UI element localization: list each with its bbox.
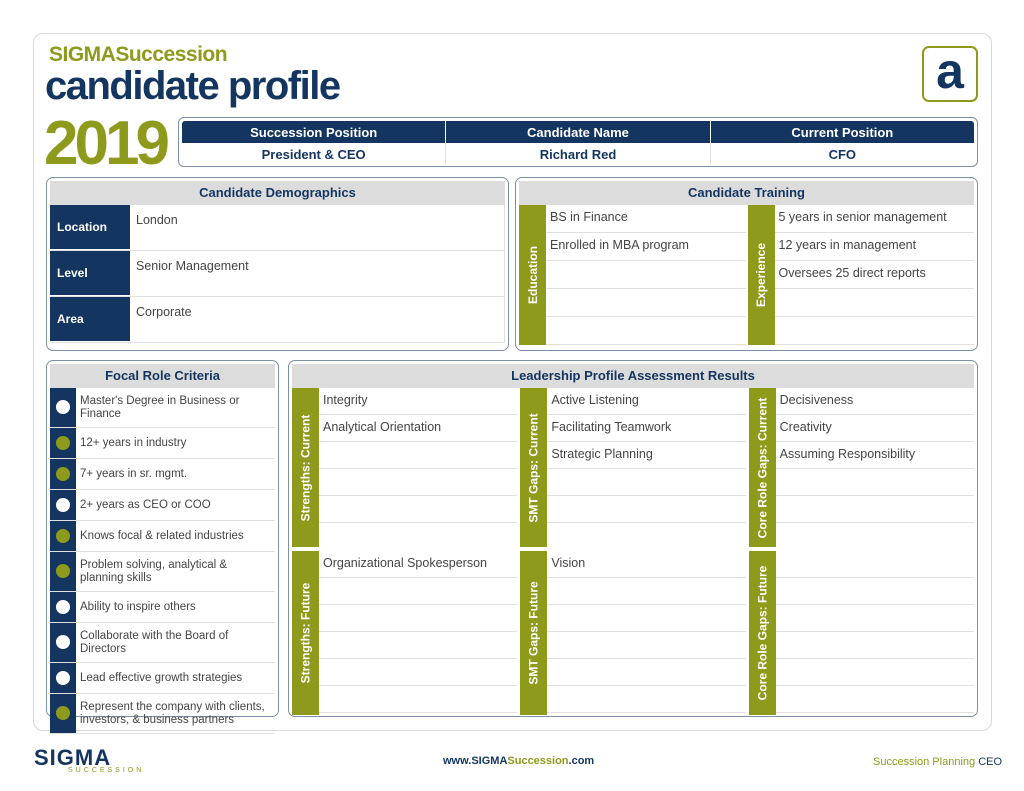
footer-logo-text: SIGMA bbox=[34, 745, 112, 770]
education-item: Enrolled in MBA program bbox=[546, 233, 746, 261]
assessment-items bbox=[776, 551, 974, 715]
criteria-marker bbox=[50, 388, 76, 427]
experience-column bbox=[748, 205, 975, 345]
criteria-row bbox=[50, 459, 275, 490]
criteria-row bbox=[50, 623, 275, 663]
assessment-item: Integrity bbox=[319, 388, 517, 415]
assessment-column bbox=[292, 388, 517, 715]
assessment-item: Decisiveness bbox=[776, 388, 974, 415]
criteria-marker bbox=[50, 694, 76, 733]
assessment-column bbox=[520, 388, 745, 715]
assessment-item bbox=[547, 632, 745, 659]
assessment-item bbox=[319, 605, 517, 632]
criteria-text: Ability to inspire others bbox=[80, 600, 196, 613]
criteria-met-icon bbox=[56, 467, 70, 481]
footer-url-part: www. bbox=[443, 755, 472, 767]
assessment-label-text: Strengths: Future bbox=[298, 582, 313, 684]
demographic-value: Corporate bbox=[130, 297, 505, 342]
criteria-met-icon bbox=[56, 706, 70, 720]
summary-value: Richard Red bbox=[445, 143, 709, 165]
assessment-item bbox=[547, 496, 745, 523]
assessment-items bbox=[319, 388, 517, 547]
criteria-marker bbox=[50, 521, 76, 551]
assessment-item bbox=[776, 469, 974, 496]
assessment-label-text: SMT Gaps: Current bbox=[526, 412, 541, 523]
summary-header: Current Position bbox=[710, 121, 974, 143]
page-title: candidate profile bbox=[45, 64, 340, 108]
criteria-text: 2+ years as CEO or COO bbox=[80, 498, 211, 511]
criteria-text: 7+ years in sr. mgmt. bbox=[80, 467, 188, 480]
criteria-text: Collaborate with the Board of Directors bbox=[80, 629, 229, 655]
assessment-label bbox=[292, 551, 319, 715]
criteria-marker bbox=[50, 428, 76, 458]
demographic-row bbox=[50, 297, 505, 343]
criteria-unmet-icon bbox=[56, 671, 70, 685]
criteria-text: Lead effective growth strategies bbox=[80, 671, 243, 684]
assessment-block-future bbox=[292, 551, 517, 715]
experience-item bbox=[775, 289, 975, 317]
criteria-unmet-icon bbox=[56, 498, 70, 512]
brand-part-succession: Succession bbox=[115, 43, 228, 66]
training-title: Candidate Training bbox=[519, 181, 974, 205]
leadership-title: Leadership Profile Assessment Results bbox=[292, 364, 974, 388]
assessment-item bbox=[319, 686, 517, 713]
assessment-label bbox=[520, 388, 547, 547]
footer-caption-part: Succession Planning bbox=[873, 756, 979, 768]
criteria-row bbox=[50, 694, 275, 734]
footer-caption bbox=[873, 756, 1002, 768]
criteria-met-icon bbox=[56, 529, 70, 543]
summary-value-row bbox=[182, 143, 974, 165]
criteria-met-icon bbox=[56, 436, 70, 450]
assessment-item bbox=[319, 496, 517, 523]
training-panel bbox=[515, 177, 978, 351]
demographic-row bbox=[50, 251, 505, 297]
assessment-item bbox=[776, 686, 974, 713]
assessment-item bbox=[547, 605, 745, 632]
criteria-marker bbox=[50, 459, 76, 489]
assessment-item: Strategic Planning bbox=[547, 442, 745, 469]
assessment-label bbox=[749, 388, 776, 547]
assessment-item bbox=[776, 578, 974, 605]
assessment-item bbox=[776, 659, 974, 686]
footer-url-part: Succession bbox=[507, 755, 569, 767]
demographic-row bbox=[50, 205, 505, 251]
assessment-item bbox=[319, 442, 517, 469]
education-column bbox=[519, 205, 746, 345]
assessment-label bbox=[749, 551, 776, 715]
footer-logo bbox=[34, 745, 144, 774]
footer-url[interactable] bbox=[443, 755, 594, 767]
summary-header-row bbox=[182, 121, 974, 143]
assessment-label-text: SMT Gaps: Future bbox=[526, 581, 541, 685]
footer-logo-sub: SUCCESSION bbox=[68, 767, 145, 774]
assessment-item bbox=[547, 578, 745, 605]
experience-label: Experience bbox=[748, 205, 775, 345]
demographic-label: Level bbox=[50, 251, 130, 296]
demographics-panel bbox=[46, 177, 509, 351]
assessment-item: Active Listening bbox=[547, 388, 745, 415]
criteria-row bbox=[50, 521, 275, 552]
demographic-value: Senior Management bbox=[130, 251, 505, 296]
assessment-items bbox=[547, 388, 745, 547]
assessment-item bbox=[319, 469, 517, 496]
assessment-block-current bbox=[749, 388, 974, 547]
footer-url-part: .com bbox=[568, 755, 595, 767]
criteria-unmet-icon bbox=[56, 400, 70, 414]
assessment-item: Creativity bbox=[776, 415, 974, 442]
assessment-item bbox=[776, 605, 974, 632]
assessment-items bbox=[547, 551, 745, 715]
footer-caption-part: CEO bbox=[978, 756, 1003, 768]
assessment-label bbox=[292, 388, 319, 547]
education-item: BS in Finance bbox=[546, 205, 746, 233]
criteria-text: Master's Degree in Business or Finance bbox=[80, 394, 240, 420]
focal-title: Focal Role Criteria bbox=[50, 364, 275, 388]
summary-value: CFO bbox=[710, 143, 974, 165]
experience-item: 5 years in senior management bbox=[775, 205, 975, 233]
criteria-marker bbox=[50, 552, 76, 591]
criteria-marker bbox=[50, 490, 76, 520]
assessment-block-current bbox=[520, 388, 745, 547]
assessment-label-text: Core Role Gaps: Current bbox=[755, 397, 770, 538]
assessment-item: Facilitating Teamwork bbox=[547, 415, 745, 442]
criteria-unmet-icon bbox=[56, 600, 70, 614]
assessment-item bbox=[547, 469, 745, 496]
summary-header: Candidate Name bbox=[445, 121, 709, 143]
criteria-marker bbox=[50, 623, 76, 662]
criteria-unmet-icon bbox=[56, 635, 70, 649]
demographic-label: Area bbox=[50, 297, 130, 342]
assessment-label-text: Core Role Gaps: Future bbox=[755, 565, 770, 701]
brand-part-sigma: SIGMA bbox=[49, 43, 116, 66]
assessment-item bbox=[776, 496, 974, 523]
assessment-item: Vision bbox=[547, 551, 745, 578]
summary-value: President & CEO bbox=[261, 146, 366, 162]
assessment-block-future bbox=[520, 551, 745, 715]
criteria-marker bbox=[50, 592, 76, 622]
app-logo-icon: a bbox=[922, 46, 978, 102]
experience-item: 12 years in management bbox=[775, 233, 975, 261]
assessment-item bbox=[776, 551, 974, 578]
assessment-item bbox=[776, 632, 974, 659]
assessment-item bbox=[319, 578, 517, 605]
demographic-label: Location bbox=[50, 205, 130, 250]
assessment-label-text: Strengths: Current bbox=[298, 414, 313, 521]
education-label: Education bbox=[519, 205, 546, 345]
summary-header: Succession Position bbox=[250, 124, 378, 140]
demographic-value: London bbox=[130, 205, 505, 250]
education-item bbox=[546, 261, 746, 289]
assessment-item bbox=[547, 686, 745, 713]
assessment-items bbox=[776, 388, 974, 547]
criteria-text: Knows focal & related industries bbox=[80, 529, 244, 542]
criteria-row bbox=[50, 388, 275, 428]
focal-criteria-panel bbox=[46, 360, 279, 726]
criteria-row bbox=[50, 592, 275, 623]
experience-item: Oversees 25 direct reports bbox=[775, 261, 975, 289]
criteria-met-icon bbox=[56, 564, 70, 578]
assessment-item bbox=[547, 659, 745, 686]
criteria-marker bbox=[50, 663, 76, 693]
assessment-item: Organizational Spokesperson bbox=[319, 551, 517, 578]
assessment-column bbox=[749, 388, 974, 715]
criteria-row bbox=[50, 663, 275, 694]
experience-item bbox=[775, 317, 975, 345]
summary-table bbox=[178, 117, 978, 167]
leadership-panel bbox=[288, 360, 978, 717]
assessment-item: Analytical Orientation bbox=[319, 415, 517, 442]
demographics-title: Candidate Demographics bbox=[50, 181, 505, 205]
assessment-block-current bbox=[292, 388, 517, 547]
education-item bbox=[546, 289, 746, 317]
footer-url-part: SIGMA bbox=[471, 755, 508, 767]
criteria-text: Problem solving, analytical & planning skills bbox=[80, 558, 228, 584]
criteria-text: 12+ years in industry bbox=[80, 436, 187, 449]
assessment-label bbox=[520, 551, 547, 715]
criteria-row bbox=[50, 428, 275, 459]
criteria-row bbox=[50, 490, 275, 521]
criteria-text: Represent the company with clients, investors, & business partners bbox=[80, 700, 265, 726]
year-label: 2019 bbox=[44, 109, 166, 178]
education-item bbox=[546, 317, 746, 345]
assessment-block-future bbox=[749, 551, 974, 715]
assessment-items bbox=[319, 551, 517, 715]
criteria-row bbox=[50, 552, 275, 592]
assessment-item bbox=[319, 659, 517, 686]
assessment-item bbox=[319, 632, 517, 659]
assessment-item: Assuming Responsibility bbox=[776, 442, 974, 469]
